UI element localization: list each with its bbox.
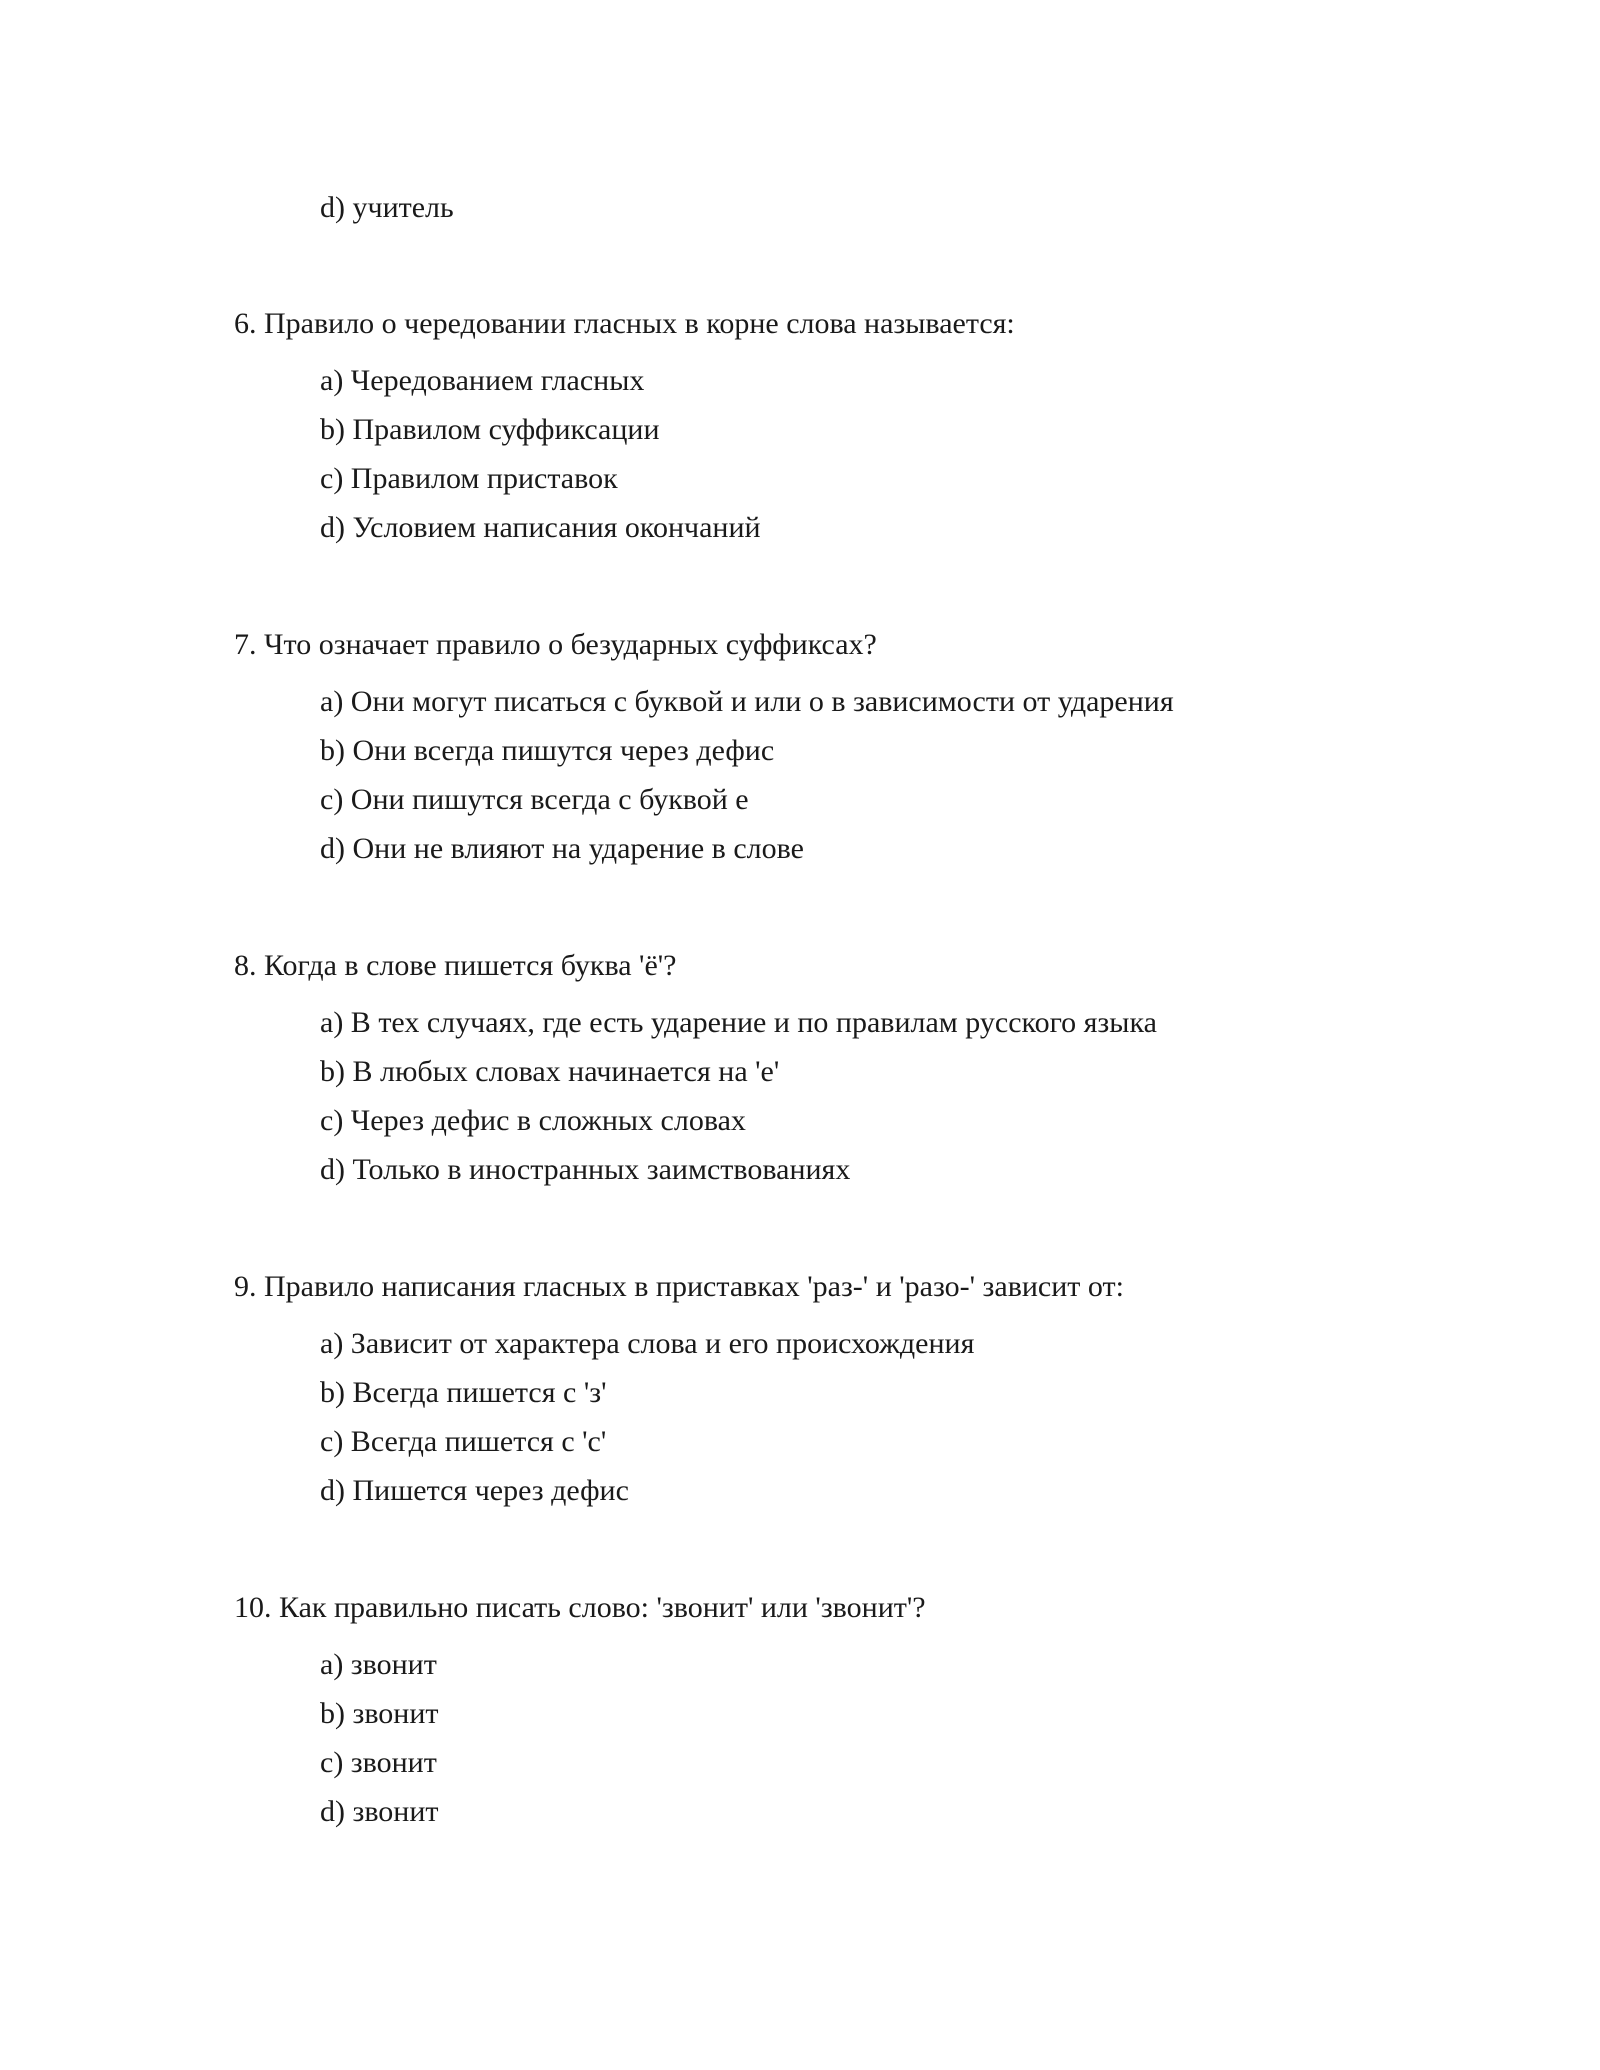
option-b: b) Правилом суффиксации bbox=[320, 413, 660, 446]
options-list bbox=[320, 361, 1434, 557]
options-list bbox=[320, 682, 1434, 878]
option-a: a) звонит bbox=[320, 1648, 437, 1681]
question-8 bbox=[234, 946, 1434, 1199]
question-text: 7. Что означает правило о безударных суффиксах? bbox=[234, 628, 877, 661]
option-d: d) Только в иностранных заимствованиях bbox=[320, 1153, 851, 1186]
option-b: b) звонит bbox=[320, 1697, 439, 1730]
option-d: d) Условием написания окончаний bbox=[320, 511, 761, 544]
question-10 bbox=[234, 1588, 1434, 1841]
option-a: a) В тех случаях, где есть ударение и по правилам русского языка bbox=[320, 1006, 1157, 1039]
option-b: b) Они всегда пишутся через дефис bbox=[320, 734, 775, 767]
option-b: b) В любых словах начинается на 'е' bbox=[320, 1055, 780, 1088]
option-d: d) Пишется через дефис bbox=[320, 1474, 629, 1507]
option-c: c) Через дефис в сложных словах bbox=[320, 1104, 746, 1137]
option-d: d) звонит bbox=[320, 1795, 439, 1828]
carry-over-option: d) учитель bbox=[320, 191, 454, 224]
question-7 bbox=[234, 625, 1434, 878]
option-c: c) Они пишутся всегда с буквой е bbox=[320, 783, 749, 816]
question-text: 10. Как правильно писать слово: 'звонит' или 'звонит'? bbox=[234, 1591, 926, 1624]
question-9 bbox=[234, 1267, 1434, 1520]
option-c: c) звонит bbox=[320, 1746, 437, 1779]
option-a: a) Чередованием гласных bbox=[320, 364, 645, 397]
options-list bbox=[320, 1645, 1434, 1841]
option-c: c) Правилом приставок bbox=[320, 462, 618, 495]
question-text: 6. Правило о чередовании гласных в корне слова называется: bbox=[234, 307, 1015, 340]
options-list bbox=[320, 1003, 1434, 1199]
options-list bbox=[320, 1324, 1434, 1520]
option-a: a) Зависит от характера слова и его происхождения bbox=[320, 1327, 975, 1360]
question-text: 8. Когда в слове пишется буква 'ё'? bbox=[234, 949, 677, 982]
option-a: a) Они могут писаться с буквой и или о в зависимости от ударения bbox=[320, 685, 1174, 718]
option-c: c) Всегда пишется с 'с' bbox=[320, 1425, 607, 1458]
option-b: b) Всегда пишется с 'з' bbox=[320, 1376, 607, 1409]
question-6 bbox=[234, 304, 1434, 557]
question-text: 9. Правило написания гласных в приставках 'раз-' и 'разо-' зависит от: bbox=[234, 1270, 1124, 1303]
option-d: d) Они не влияют на ударение в слове bbox=[320, 832, 804, 865]
